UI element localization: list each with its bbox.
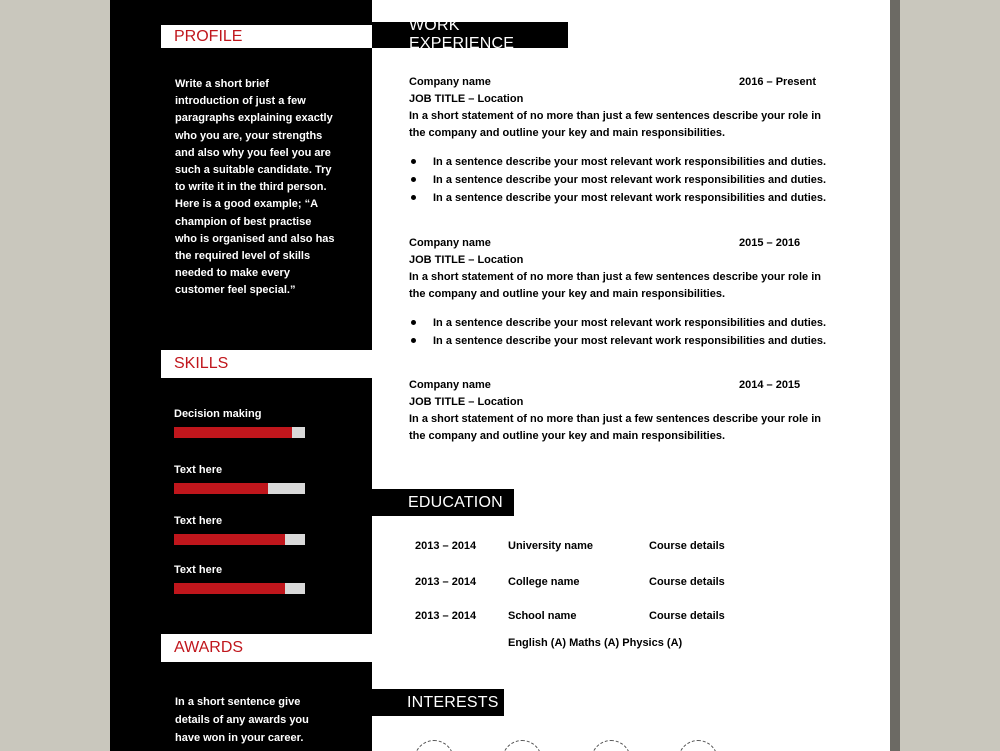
edu-course: Course details (649, 610, 725, 622)
awards-text (175, 693, 309, 747)
skill-label: Text here (174, 564, 223, 576)
profile-line: the required level of skills (175, 250, 311, 263)
bullet-dot-icon (411, 338, 416, 343)
job-description (409, 108, 839, 142)
skill-label: Text here (174, 515, 223, 527)
awards-line: In a short sentence give (175, 696, 301, 708)
job-bullets (409, 153, 849, 207)
profile-heading: PROFILE (161, 25, 372, 48)
job-bullet (409, 314, 849, 332)
skill-bar (174, 583, 305, 594)
job-bullet-text: In a sentence describe your most relevant work responsibilities and duties. (433, 317, 827, 329)
skill-label: Decision making (174, 408, 262, 420)
job-dates: 2014 – 2015 (739, 379, 801, 391)
profile-text (175, 76, 335, 300)
job-description (409, 411, 839, 445)
edu-institution: College name (508, 576, 580, 588)
job-desc-line: In a short statement of no more than just a few sentences describe your role in (409, 110, 821, 122)
awards-line: have won in your career. (175, 732, 304, 744)
job-desc-line: the company and outline your key and main responsibilities. (409, 127, 726, 140)
job-title: JOB TITLE – Location (409, 396, 524, 408)
profile-line: Write a short brief (175, 78, 269, 90)
interest-icon (502, 740, 542, 751)
profile-line: customer feel special.” (175, 284, 296, 297)
skill-bar (174, 534, 305, 545)
bullet-dot-icon (411, 177, 416, 182)
awards-line: details of any awards you (175, 714, 309, 726)
job-description (409, 269, 839, 303)
skill-bar-fill (174, 583, 285, 594)
profile-line: champion of best practise (175, 215, 312, 228)
profile-line: Here is a good example; “A (175, 198, 319, 211)
edu-dates: 2013 – 2014 (415, 576, 477, 588)
edu-dates: 2013 – 2014 (415, 610, 477, 622)
interest-icon (591, 740, 631, 751)
job-bullet-text: In a sentence describe your most relevant work responsibilities and duties. (433, 174, 827, 186)
education-heading: EDUCATION (372, 489, 514, 516)
interest-icon (414, 740, 454, 751)
job-bullet-text: In a sentence describe your most relevant work responsibilities and duties. (433, 335, 827, 347)
job-desc-line: the company and outline your key and main responsibilities. (409, 288, 726, 301)
job-company: Company name (409, 76, 491, 88)
job-dates: 2015 – 2016 (739, 237, 801, 249)
edu-institution: School name (508, 610, 577, 622)
job-bullet (409, 332, 849, 350)
profile-line: needed to make every (175, 267, 290, 280)
skill-label: Text here (174, 464, 223, 476)
job-desc-line: the company and outline your key and main responsibilities. (409, 430, 726, 443)
interest-icon (678, 740, 718, 751)
edu-course: Course details (649, 540, 725, 552)
job-desc-line: In a short statement of no more than just a few sentences describe your role in (409, 413, 821, 425)
job-bullet-text: In a sentence describe your most relevant work responsibilities and duties. (433, 192, 827, 204)
bullet-dot-icon (411, 159, 416, 164)
interests-heading: INTERESTS (372, 689, 504, 716)
job-bullet-text: In a sentence describe your most relevant work responsibilities and duties. (433, 156, 827, 168)
skill-bar-fill (174, 483, 268, 494)
profile-line: and also why you feel you are (175, 146, 331, 159)
skill-bar (174, 483, 305, 494)
edu-institution: University name (508, 540, 593, 552)
resume-page (110, 0, 890, 751)
skill-bar (174, 427, 305, 438)
job-dates: 2016 – Present (739, 76, 817, 88)
job-company: Company name (409, 237, 491, 249)
edu-dates: 2013 – 2014 (415, 540, 477, 552)
work-experience-heading: WORK EXPERIENCE (372, 22, 568, 48)
job-desc-line: In a short statement of no more than just a few sentences describe your role in (409, 271, 821, 283)
job-title: JOB TITLE – Location (409, 93, 524, 105)
job-bullet (409, 171, 849, 189)
job-company: Company name (409, 379, 491, 391)
profile-line: who is organised and also has (175, 232, 335, 245)
job-bullet (409, 189, 849, 207)
profile-line: such a suitable candidate. Try (175, 164, 332, 177)
profile-line: to write it in the third person. (175, 181, 327, 194)
profile-line: paragraphs explaining exactly (175, 112, 333, 125)
skill-bar-fill (174, 427, 292, 438)
job-bullet (409, 153, 849, 171)
edu-course: Course details (649, 576, 725, 588)
job-title: JOB TITLE – Location (409, 254, 524, 266)
profile-line: introduction of just a few (175, 95, 306, 108)
profile-line: who you are, your strengths (175, 129, 323, 142)
edu-subjects: English (A) Maths (A) Physics (A) (508, 637, 683, 649)
skill-bar-fill (174, 534, 285, 545)
bullet-dot-icon (411, 320, 416, 325)
awards-heading: AWARDS (161, 634, 372, 662)
job-bullets (409, 314, 849, 350)
skills-heading: SKILLS (161, 350, 372, 378)
bullet-dot-icon (411, 195, 416, 200)
